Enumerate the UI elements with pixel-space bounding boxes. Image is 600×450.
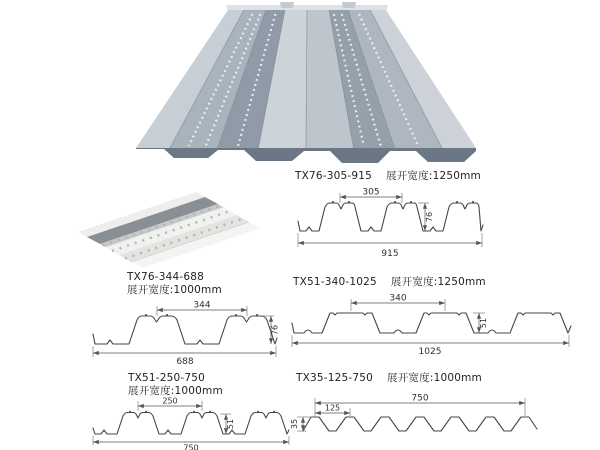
diagram-1-drawing xyxy=(295,187,485,259)
dim-pitch-value: 344 xyxy=(193,300,211,311)
profile-section-line xyxy=(298,203,483,231)
dim-height-value: 76 xyxy=(270,324,280,336)
dimension-pitch xyxy=(340,188,402,204)
dimension-total xyxy=(93,346,276,367)
diagram-2-drawing xyxy=(90,300,280,366)
diagram-3-drawing xyxy=(289,293,574,355)
profile-section-line xyxy=(303,417,537,431)
dim-total-value: 750 xyxy=(411,393,429,404)
diagram-1-title xyxy=(295,170,495,183)
diagram-tx35-125-750 xyxy=(290,372,593,445)
diagram-tx51-250-750 xyxy=(90,372,300,450)
diagram-1-unfold-width: 展开宽度:1250mm xyxy=(386,170,481,182)
dimension-height xyxy=(473,313,488,333)
dim-height-value: 76 xyxy=(425,211,434,223)
diagram-1-model: TX76-305-915 xyxy=(295,170,373,182)
diagram-4-model: TX51-250-750 xyxy=(128,372,206,384)
dimension-height xyxy=(418,203,434,231)
secondary-product-photo xyxy=(70,178,275,270)
dim-total-value: 750 xyxy=(183,443,199,450)
dim-pitch-value: 250 xyxy=(162,396,178,406)
dim-pitch-value: 340 xyxy=(389,293,407,304)
dim-height-value: 51 xyxy=(226,418,235,430)
diagram-3-unfold-width: 展开宽度:1250mm xyxy=(390,276,486,288)
diagram-2-unfold-width: 展开宽度:1000mm xyxy=(127,284,222,296)
profile-section-line xyxy=(292,313,571,333)
diagram-5-drawing xyxy=(290,393,585,445)
deck-end-facets xyxy=(78,192,261,268)
diagram-5-model: TX35-125-750 xyxy=(296,372,374,384)
dimension-pitch xyxy=(315,404,350,417)
main-product-photo xyxy=(128,0,490,172)
diagram-tx51-340-1025 xyxy=(289,276,581,355)
dim-pitch-value: 125 xyxy=(324,403,341,413)
diagram-5-unfold-width: 展开宽度:1000mm xyxy=(387,372,482,384)
diagram-5-title xyxy=(293,372,593,385)
dimension-total xyxy=(93,436,289,450)
dim-total-value: 688 xyxy=(176,357,194,367)
diagram-3-title xyxy=(289,276,581,289)
deck-front-edge xyxy=(136,148,476,163)
secondary-product-photo-svg xyxy=(70,178,275,270)
diagram-4-unfold-width: 展开宽度:1000mm xyxy=(128,385,223,397)
dimension-pitch xyxy=(351,294,445,312)
dimension-pitch xyxy=(138,397,202,412)
dimension-pitch xyxy=(157,301,247,317)
main-product-photo-svg xyxy=(128,0,490,172)
profile-section-line xyxy=(93,316,277,344)
deck-top-surface xyxy=(136,2,476,148)
diagram-tx76-344-688 xyxy=(90,271,290,366)
diagram-4-drawing xyxy=(90,398,295,450)
diagram-tx76-305-915 xyxy=(295,170,495,259)
dim-pitch-value: 305 xyxy=(362,187,380,198)
dimension-total xyxy=(315,394,525,417)
diagram-4-title xyxy=(90,372,300,398)
profile-section-line xyxy=(93,413,289,435)
diagram-2-title xyxy=(90,271,290,297)
diagram-3-model: TX51-340-1025 xyxy=(293,276,377,288)
dim-total-value: 1025 xyxy=(418,347,442,357)
dim-height-value: 35 xyxy=(290,418,299,430)
dim-total-value: 915 xyxy=(381,249,399,259)
diagram-2-model: TX76-344-688 xyxy=(127,271,205,283)
dimension-total xyxy=(292,335,569,357)
dim-height-value: 51 xyxy=(479,317,488,329)
dimension-total xyxy=(298,233,482,259)
